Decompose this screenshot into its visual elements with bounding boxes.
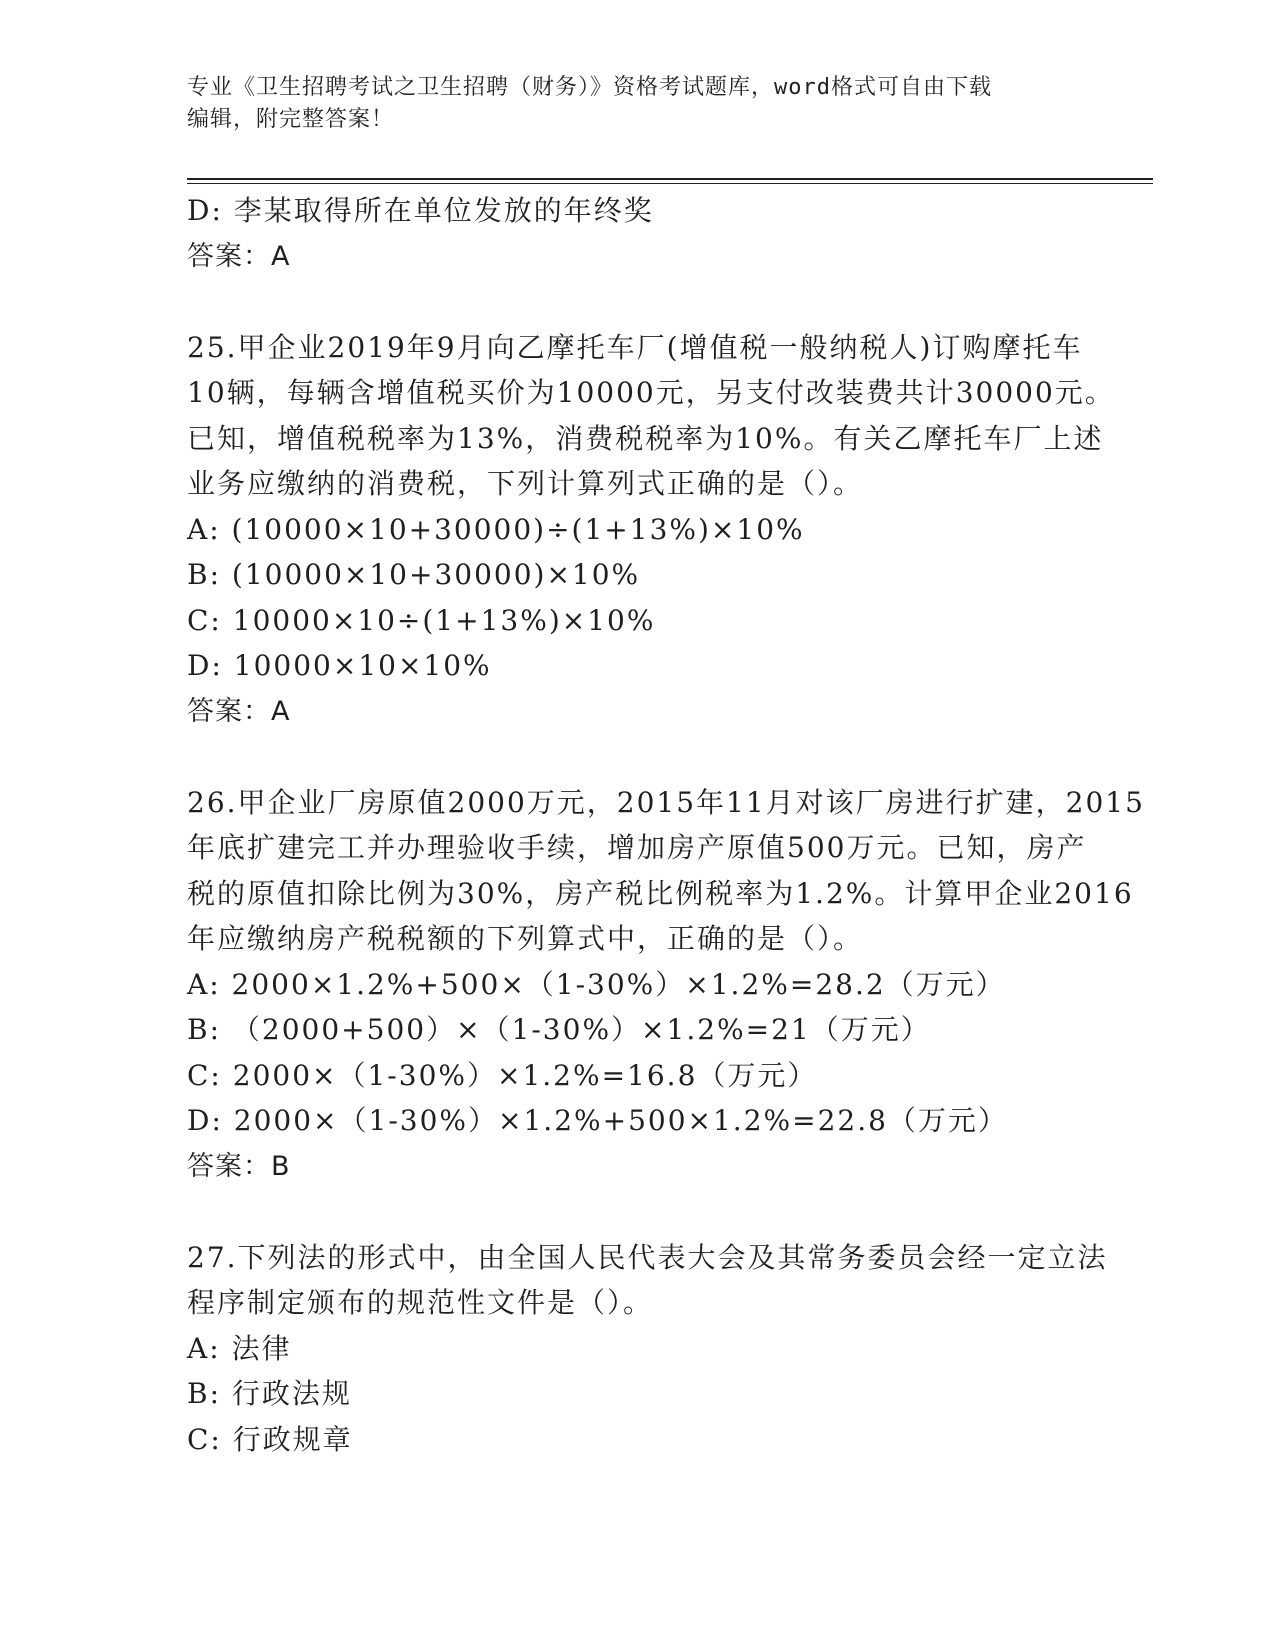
q27-stem-line: 程序制定颁布的规范性文件是（）。 [187,1286,654,1319]
prev-answer: 答案：A [187,240,291,272]
q26-option-d: D: 2000×（1-30%）×1.2%+500×1.2%=22.8（万元） [187,1104,1008,1137]
spacer [187,1189,1087,1235]
spacer [187,279,1087,325]
header-line-1: 专业《卫生招聘考试之卫生招聘（财务）》资格考试题库，word格式可自由下载 [187,75,992,100]
q26-stem-line: 年底扩建完工并办理验收手续，增加房产原值500万元。已知，房产 [187,831,1087,864]
q27-option-a: A: 法律 [187,1331,292,1365]
q27-stem-line: 27.下列法的形式中，由全国人民代表大会及其常务委员会经一定立法 [187,1240,1108,1274]
q27-option-b: B: 行政法规 [187,1377,352,1410]
q25-option-a: A: (10000×10+30000)÷(1+13%)×10% [187,512,805,546]
q25-option-d: D: 10000×10×10% [187,649,492,682]
header-line-2: 编辑，附完整答案！ [187,107,395,132]
q25-stem-line: 已知，增值税税率为13%，消费税税率为10%。有关乙摩托车厂上述 [187,421,1104,455]
q26-option-b: B: （2000+500）×（1-30%）×1.2%=21（万元） [187,1013,931,1046]
q25-answer: 答案：A [187,695,291,727]
header-divider-thin [187,183,1153,184]
prev-option-d: D: 李某取得所在单位发放的年终奖 [187,194,654,227]
q25-stem-line: 10辆，每辆含增值税买价为10000元，另支付改装费共计30000元。 [187,376,1115,409]
question-25 [187,325,1115,735]
document-body [187,188,1145,1462]
q26-stem-line: 26.甲企业厂房原值2000万元，2015年11月对该厂房进行扩建，2015 [187,785,1145,819]
q26-stem-line: 税的原值扣除比例为30%，房产税比例税率为1.2%。计算甲企业2016 [187,876,1134,910]
q26-option-a: A: 2000×1.2%+500×（1-30%）×1.2%=28.2（万元） [187,967,1006,1001]
header-divider-thick [187,178,1153,180]
q26-stem-line: 年应缴纳房产税税额的下列算式中，正确的是（）。 [187,922,864,955]
q25-option-c: C: 10000×10÷(1+13%)×10% [187,603,656,637]
q25-stem-line: 25.甲企业2019年9月向乙摩托车厂(增值税一般纳税人)订购摩托车 [187,330,1083,364]
question-26 [187,780,1145,1190]
document-header [187,72,1107,136]
q26-option-c: C: 2000×（1-30%）×1.2%=16.8（万元） [187,1058,818,1092]
spacer [187,734,1087,780]
q25-stem-line: 业务应缴纳的消费税，下列计算列式正确的是（）。 [187,467,864,500]
q26-answer: 答案：B [187,1150,291,1182]
question-27 [187,1235,1108,1463]
q27-option-c: C: 行政规章 [187,1422,353,1456]
q25-option-b: B: (10000×10+30000)×10% [187,558,641,591]
